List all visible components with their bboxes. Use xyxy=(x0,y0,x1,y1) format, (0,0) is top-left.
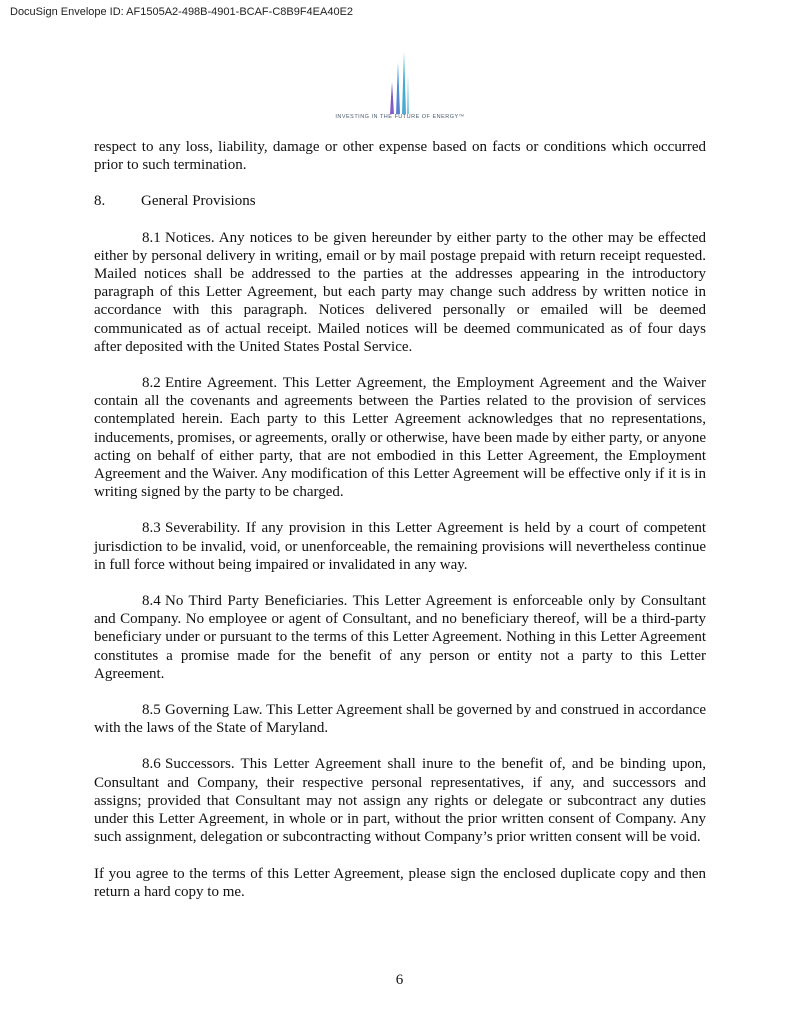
energy-bars-icon xyxy=(380,44,420,114)
clause-paragraph xyxy=(94,519,706,574)
clause-paragraph xyxy=(94,701,706,737)
logo-tagline: INVESTING IN THE FUTURE OF ENERGY™ xyxy=(335,114,465,120)
clause-number: 8.1 xyxy=(142,229,161,246)
clause-number: 8.2 xyxy=(142,375,161,392)
clause-paragraph xyxy=(94,229,706,356)
clause-text: Successors. This Letter Agreement shall inure to the benefit of, and be binding upon, Consultant and Company, their respective personal representatives, if any, and successors and assigns; provided that Consultant may not assign any rights or delegate or subcontract any duties under this Letter Agreement, in whole or in part, without the prior written consent of Company. Any such assignment, delegation or subcontracting without Company’s prior written consent will be void. xyxy=(94,756,706,846)
clause-text: Governing Law. This Letter Agreement shall be governed by and construed in accordance with the laws of the State of Maryland. xyxy=(94,702,706,737)
clause-paragraph xyxy=(94,592,706,683)
intro-paragraph: respect to any loss, liability, damage or other expense based on facts or conditions which occurred prior to such termination. xyxy=(94,139,706,174)
company-logo xyxy=(330,44,470,126)
clause-number: 8.6 xyxy=(142,756,161,773)
clause-number: 8.3 xyxy=(142,520,161,537)
clause-number: 8.4 xyxy=(142,593,161,610)
clause-text: Notices. Any notices to be given hereunder by either party to the other may be effected either by personal delivery in writing, email or by mail postage prepaid with return receipt requested. Mailed notices shall be addressed to the parties at the addresses appearing in the introductory paragraph of this Letter Agreement, but each party may change such address by written notice in accordance with this paragraph. Notices delivered personally or emailed will be deemed communicated as of actual receipt. Mailed notices will be deemed communicated as of four days after deposited with the United States Postal Service. xyxy=(94,229,706,355)
clause-paragraph xyxy=(94,374,706,501)
clause-number: 8.5 xyxy=(142,702,161,719)
clause-text: Entire Agreement. This Letter Agreement, the Employment Agreement and the Waiver contain all the covenants and agreements between the Parties related to the provision of services contemplated herein. Each party to this Letter Agreement acknowledges that no representations, inducements, promises, or agreements, orally or otherwise, have been made by either party, or anyone acting on behalf of either party, that are not embodied in this Letter Agreement, the Employment Agreement and the Waiver. Any modification of this Letter Agreement will be effective only if it is in writing signed by the party to be charged. xyxy=(94,375,706,501)
document-body xyxy=(94,138,706,919)
closing-paragraph: If you agree to the terms of this Letter Agreement, please sign the enclosed duplicate copy and then return a hard copy to me. xyxy=(94,865,706,900)
section-number: 8. xyxy=(94,193,106,210)
section-title: General Provisions xyxy=(141,193,256,210)
clause-text: No Third Party Beneficiaries. This Letter Agreement is enforceable only by Consultant and Company. No employee or agent of Consultant, and no beneficiary thereof, will be a third-party beneficiary under or pursuant to the terms of this Letter Agreement. Nothing in this Letter Agreement constitutes a promise made for the benefit of any person or entity not a party to this Letter Agreement. xyxy=(94,593,706,682)
page-number: 6 xyxy=(395,972,404,988)
clause-text: Severability. If any provision in this Letter Agreement is held by a court of competent jurisdiction to be invalid, void, or unenforceable, the remaining provisions will nevertheless continue in full force without being impaired or invalidated in any way. xyxy=(94,520,706,573)
section-heading xyxy=(94,192,706,210)
docusign-envelope-id: DocuSign Envelope ID: AF1505A2-498B-4901-BCAF-C8B9F4EA40E2 xyxy=(10,6,354,18)
clause-paragraph xyxy=(94,755,706,846)
